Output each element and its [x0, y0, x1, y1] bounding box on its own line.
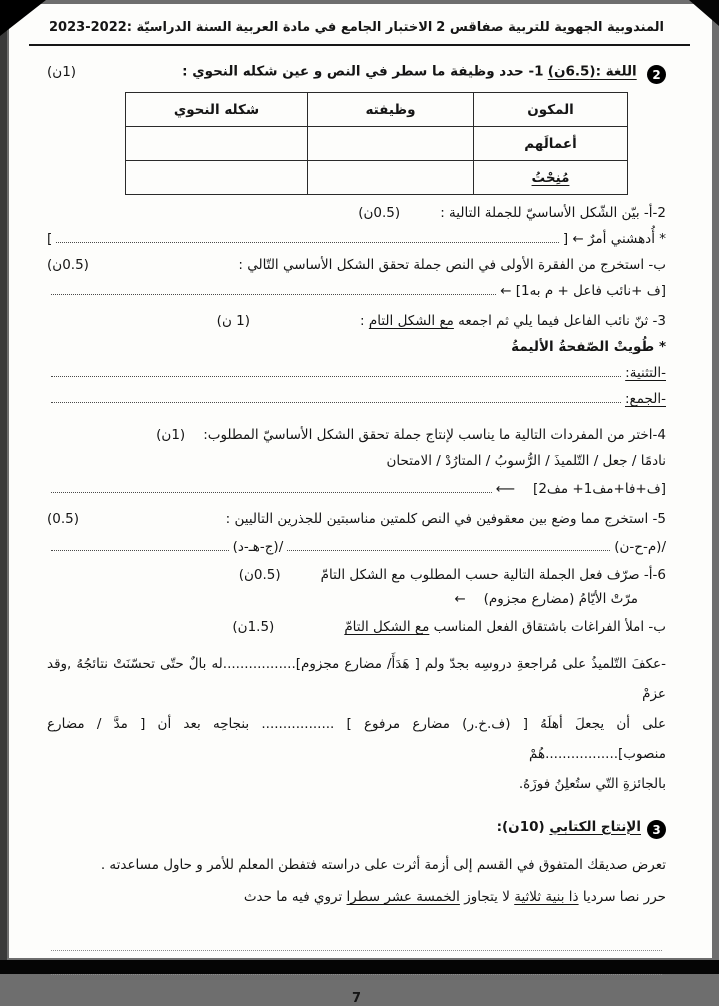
writing-section-heading — [47, 817, 666, 839]
answer-dots — [287, 537, 610, 551]
header-institution: المندوبية الجهوية للتربية صفاقس 2 — [436, 20, 664, 35]
section-3-badge: 3 — [647, 820, 666, 839]
q6b-points: (1.5ن) — [232, 619, 275, 635]
table-row — [126, 127, 628, 161]
cell-word-2: مُنِحْتُ — [474, 161, 628, 195]
q4-word-bank: نادمًا / جعل / التّلميذَ / الرُّسوبُ / المتارُدْ / الامتحان — [386, 453, 666, 469]
scan-edge-shadow-bottom — [0, 960, 719, 974]
q3-dual-label: -التثنية: — [625, 365, 666, 381]
q3-item: * طُويتْ الصّفحةُ الأليمةُ — [511, 339, 666, 355]
q6a-heading — [47, 567, 666, 589]
writing-answer-ruled-line — [51, 927, 662, 951]
q5-points: (0.5) — [47, 511, 80, 527]
q3-dual-line — [47, 363, 666, 385]
q5-root-1: /(م-ح-ن) — [614, 539, 666, 555]
q5-text: 5- استخرج مما وضع بين معقوفين في النص كلمتين مناسبتين للجذرين التاليين : — [225, 511, 666, 527]
q5-heading — [47, 511, 666, 533]
q6a-item: مرّتْ الأيّامُ (مضارع مجزوم) — [483, 591, 638, 607]
cell-word-1: أعمالَهم — [474, 127, 628, 161]
answer-dots — [51, 363, 621, 377]
table-row — [126, 161, 628, 195]
q4-pattern: [ف+فا+مف1+ مف2] — [533, 481, 666, 497]
cell-function-2 — [308, 161, 474, 195]
writing-prompt-text: تعرض صديقك المتفوق في القسم إلى أزمة أثرت على دراسته فتفطن المعلم للأمر و حاول مساعدته . — [100, 857, 666, 873]
q2a-text: 2-أ- بيّن الشّكل الأساسيّ للجملة التالية : — [440, 205, 666, 221]
q5-roots-line — [47, 537, 666, 559]
q3-text-end: : — [360, 313, 369, 329]
q6b-fill-paragraph — [47, 649, 666, 799]
col-header-form: شكله النحوي — [126, 93, 308, 127]
q2b-answer-line — [47, 281, 666, 303]
q2b-text: ب- استخرج من الفقرة الأولى في النص جملة تحقق الشكل الأساسي التّالي : — [238, 257, 666, 273]
q3-item-line — [47, 339, 666, 361]
q2b-points: (0.5ن) — [47, 257, 89, 273]
q3-points: (1 ن) — [216, 313, 251, 329]
cell-function-1 — [308, 127, 474, 161]
q2b-pattern: [ف +نائب فاعل + م به1] ← — [500, 283, 666, 299]
q4-heading — [47, 427, 666, 449]
col-header-function: وظيفته — [308, 93, 474, 127]
header-school-year: السنة الدراسيّة :2022-2023 — [49, 20, 232, 35]
q4-text: 4-اختر من المفردات التالية ما يناسب لإنتاج جملة تحقق الشكل الأساسيّ المطلوب: — [203, 427, 666, 443]
scan-corner-shadow-top-right — [689, 0, 719, 26]
q2a-heading — [47, 205, 666, 227]
grammar-table — [125, 92, 628, 195]
q3-plural-line — [47, 389, 666, 411]
left-arrow-icon: ← — [454, 591, 466, 607]
q1-text: 1- حدد وظيفة ما سطر في النص و عين شكله النحوي : — [182, 63, 544, 80]
writing-section-title: الإنتاج الكتابي — [549, 818, 641, 835]
q4-words-line — [47, 453, 666, 475]
writing-instruction-start: حرر نصا سرديا — [578, 889, 666, 905]
section-2-badge: 2 — [647, 65, 666, 84]
q2a-bracket-close: ] — [47, 231, 53, 247]
q6b-heading — [47, 619, 666, 641]
q6a-item-line — [47, 591, 666, 613]
col-header-component: المكون — [474, 93, 628, 127]
answer-dots — [56, 229, 559, 243]
writing-section-points: (10ن): — [496, 818, 550, 835]
q3-text: 3- ثنّ نائب الفاعل فيما يلي ثم اجمعه — [453, 313, 666, 329]
answer-dots — [51, 281, 496, 295]
page-header — [47, 16, 666, 35]
page-number: 7 — [351, 991, 362, 1006]
q6b-text: ب- املأ الفراغات باشتقاق الفعل المناسب — [429, 619, 666, 635]
grammar-table-header-row — [126, 93, 628, 127]
writing-instruction-underline-1: ذا بنية ثلاثية — [514, 889, 579, 905]
language-section-heading — [47, 62, 666, 84]
q2a-answer-line — [47, 229, 666, 251]
answer-dots — [51, 389, 621, 403]
q3-text-underlined: مع الشكل التام — [368, 313, 454, 329]
q2a-item: * أُدهشني أمرٌ ← [ — [562, 231, 666, 247]
q2a-points: (0.5ن) — [358, 205, 401, 221]
q2b-heading — [47, 257, 666, 279]
writing-instruction-underline-2: الخمسة عشر سطرا — [346, 889, 460, 905]
language-section-title: اللغة :(6.5ن) — [547, 63, 637, 80]
writing-instruction-end: تروي فيه ما حدث — [243, 889, 347, 905]
q6a-points: (0.5ن) — [238, 567, 281, 583]
q3-heading — [47, 313, 666, 335]
answer-dots — [51, 537, 229, 551]
writing-prompt-line-2 — [47, 889, 666, 911]
answer-dots — [51, 479, 492, 493]
header-exam-title: الاختبار الجامع في مادة العربية — [235, 20, 433, 35]
q6a-text: 6-أ- صرّف فعل الجملة التالية حسب المطلوب مع الشكل التامّ — [320, 567, 666, 583]
q3-plural-label: -الجمع: — [625, 391, 666, 407]
q4-points: (1ن) — [156, 427, 186, 443]
q6b-line-1: -عكفَ التّلميذُ على مُراجعةِ دروسِه بجدّ ولم [ هَدَأَ/ مضارع مجزوم].................له بالٌ حتّى تحسّنَتْ نتائجُهُ ,وقد عزمْ — [47, 656, 666, 702]
writing-prompt-line-1 — [47, 857, 666, 879]
q5-root-2: /(ج-هـ-د) — [232, 539, 284, 555]
cell-form-2 — [126, 161, 308, 195]
q1-points: (1ن) — [47, 63, 77, 80]
scan-corner-shadow-top-left — [0, 0, 46, 36]
header-divider — [29, 44, 690, 46]
writing-instruction-mid: لا يتجاوز — [459, 889, 515, 905]
left-arrow-icon: ⟵ — [495, 481, 516, 497]
q4-pattern-line — [47, 479, 666, 501]
q6b-line-3: بالجائزةِ التّي ستُعلِنُ فوزَهُ. — [518, 776, 666, 792]
q6b-text-underlined: مع الشكل التامّ — [344, 619, 430, 635]
cell-form-1 — [126, 127, 308, 161]
scan-edge-shadow-left — [0, 0, 7, 974]
q6b-line-2: على أن يجعلَ أهلَهُ [ (ف.خ.ر) مضارع مرفوع ] ................. بنجاحِه بعد أن [ مدَّ / مضارع منصوب].................هُمْ — [47, 716, 666, 762]
exam-page — [9, 4, 712, 1006]
